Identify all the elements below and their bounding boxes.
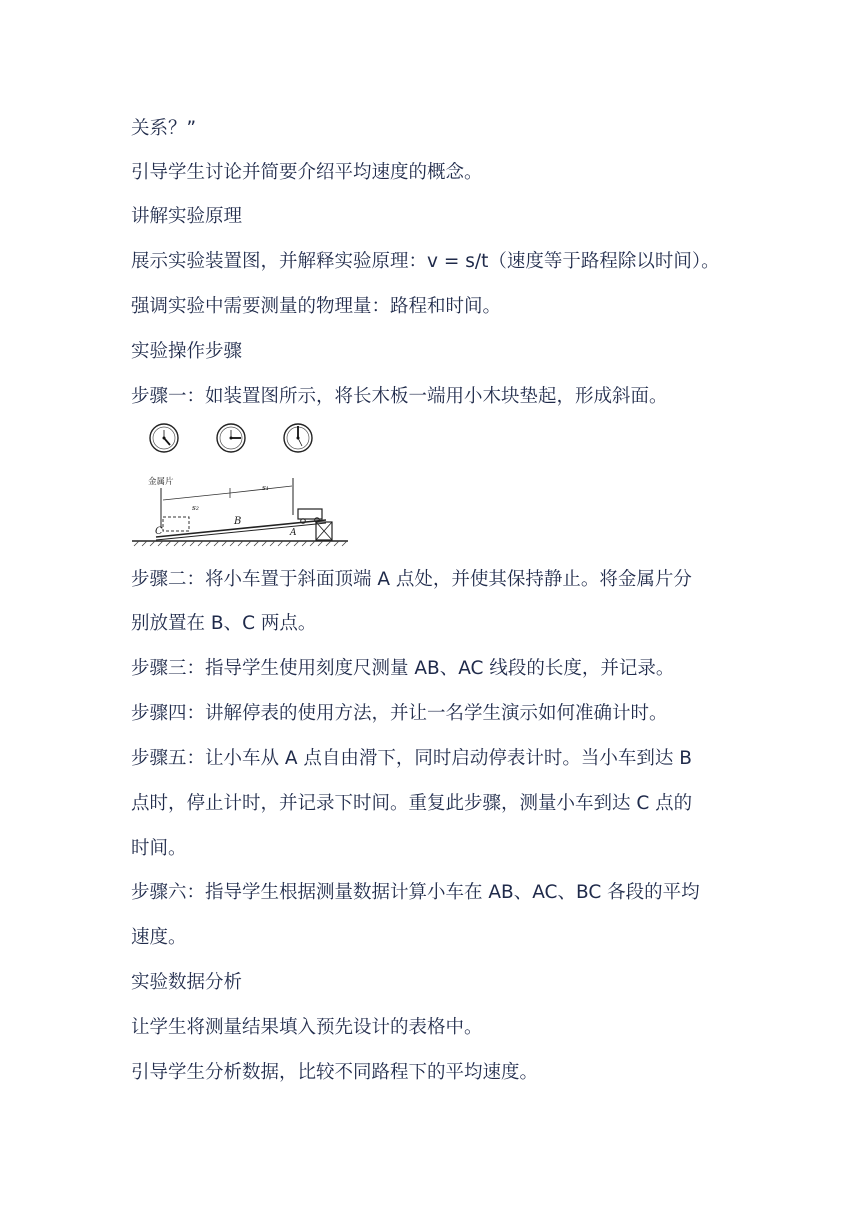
text-line-step-4: 步骤四：讲解停表的使用方法，并让一名学生演示如何准确计时。 [131,703,668,724]
text-line-fill-table: 让学生将测量结果填入预先设计的表格中。 [131,1017,483,1038]
section-heading-data-analysis: 实验数据分析 [131,972,243,993]
text-line-principle: 展示实验装置图，并解释实验原理：v = s/t（速度等于路程除以时间）。 [131,251,720,272]
stopwatch-icon [150,424,178,452]
metal-plate-label: 金属片 [148,477,174,487]
text-line-step-6b: 速度。 [131,927,187,948]
text-line-step-5c: 时间。 [131,838,187,859]
text-line-step-5b: 点时，停止计时，并记录下时间。重复此步骤，测量小车到达 C 点的 [131,793,693,814]
text-line-step-2b: 别放置在 B、C 两点。 [131,613,317,634]
cart-shape [298,509,322,519]
text-line-step-2a: 步骤二：将小车置于斜面顶端 A 点处，并使其保持静止。将金属片分 [131,569,692,590]
text-line-compare-speeds: 引导学生分析数据，比较不同路程下的平均速度。 [131,1062,539,1083]
section-heading-principle: 讲解实验原理 [131,206,243,227]
incline-diagram [130,420,352,548]
point-a-label: A [290,528,297,538]
s1-label: s₁ [262,483,269,492]
text-line-quantities: 强调实验中需要测量的物理量：路程和时间。 [131,296,502,317]
section-heading-steps: 实验操作步骤 [131,341,243,362]
text-line-step-5a: 步骤五：让小车从 A 点自由滑下，同时启动停表计时。当小车到达 B [131,748,692,769]
point-b-label: B [234,516,242,527]
ground-hatching [134,541,347,546]
experiment-apparatus-figure [130,420,352,548]
text-line-continuation: 关系？” [131,118,197,139]
text-line-step-3: 步骤三：指导学生使用刻度尺测量 AB、AC 线段的长度，并记录。 [131,658,675,679]
text-line-step-6a: 步骤六：指导学生根据测量数据计算小车在 AB、AC、BC 各段的平均 [131,882,700,903]
stopwatch-icon [217,424,245,452]
stopwatch-icon [284,424,312,452]
text-line-average-speed-intro: 引导学生讨论并简要介绍平均速度的概念。 [131,162,483,183]
text-line-step-1: 步骤一：如装置图所示，将长木板一端用小木块垫起，形成斜面。 [131,386,668,407]
point-c-label: C [155,526,163,537]
s2-label: s₂ [192,503,199,512]
